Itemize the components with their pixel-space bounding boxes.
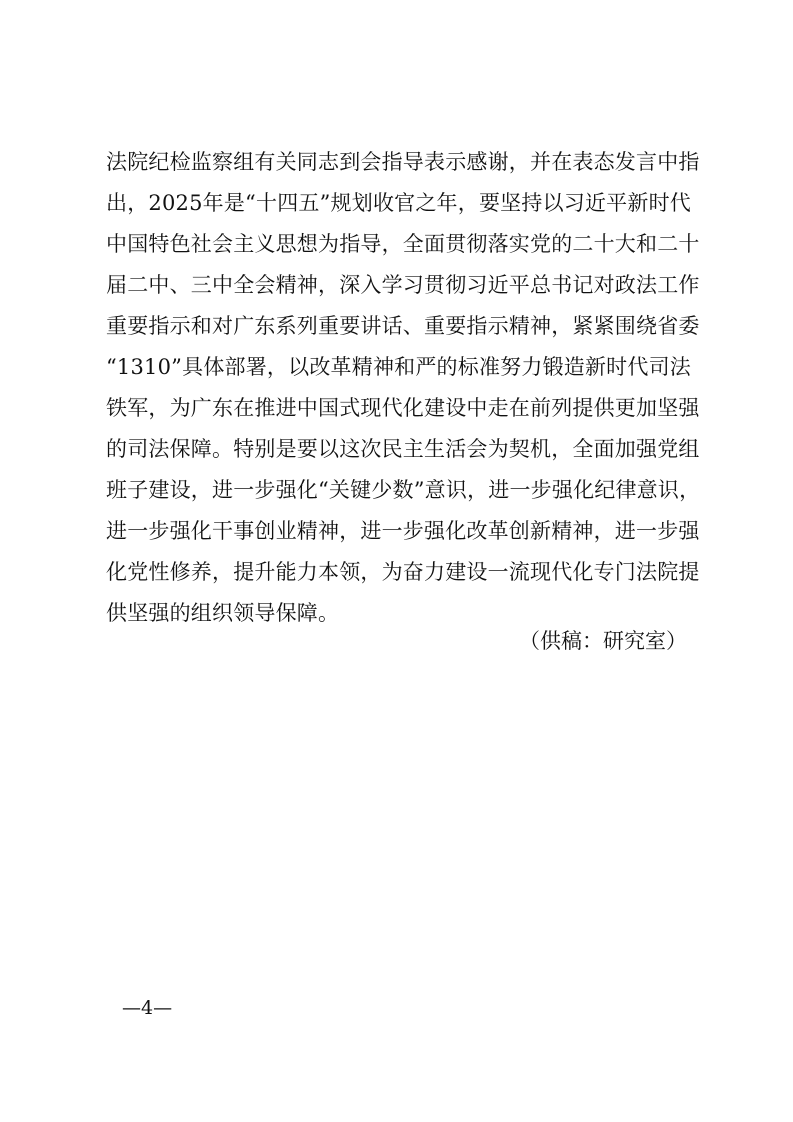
paragraph-line-5: 重要指示和对广东系列重要讲话、重要指示精神，紧紧围绕省委 bbox=[106, 314, 700, 338]
paragraph-line-8: 的司法保障。特别是要以这次民主生活会为契机，全面加强党组 bbox=[106, 437, 700, 461]
paragraph-line-1: 法院纪检监察组有关同志到会指导表示感谢，并在表态发言中指 bbox=[106, 150, 700, 174]
paragraph-line-9: 班子建设，进一步强化“关键少数”意识，进一步强化纪律意识， bbox=[106, 478, 701, 502]
paragraph-line-2: 出，2025年是“十四五”规划收官之年，要坚持以习近平新时代 bbox=[106, 191, 691, 215]
body-paragraph bbox=[106, 142, 701, 634]
source-note: （供稿：研究室） bbox=[519, 629, 687, 653]
paragraph-line-4: 届二中、三中全会精神，深入学习贯彻习近平总书记对政法工作 bbox=[106, 273, 700, 297]
paragraph-line-7: 铁军，为广东在推进中国式现代化建设中走在前列提供更加坚强 bbox=[106, 396, 700, 420]
paragraph-line-3: 中国特色社会主义思想为指导，全面贯彻落实党的二十大和二十 bbox=[106, 232, 700, 256]
paragraph-line-11: 化党性修养，提升能力本领，为奋力建设一流现代化专门法院提 bbox=[106, 560, 700, 584]
paragraph-line-6: “1310”具体部署，以改革精神和严的标准努力锻造新时代司法 bbox=[106, 355, 691, 379]
paragraph-line-12: 供坚强的组织领导保障。 bbox=[106, 601, 340, 625]
paragraph-line-10: 进一步强化干事创业精神，进一步强化改革创新精神，进一步强 bbox=[106, 519, 700, 543]
page-number: —4— bbox=[122, 997, 173, 1019]
